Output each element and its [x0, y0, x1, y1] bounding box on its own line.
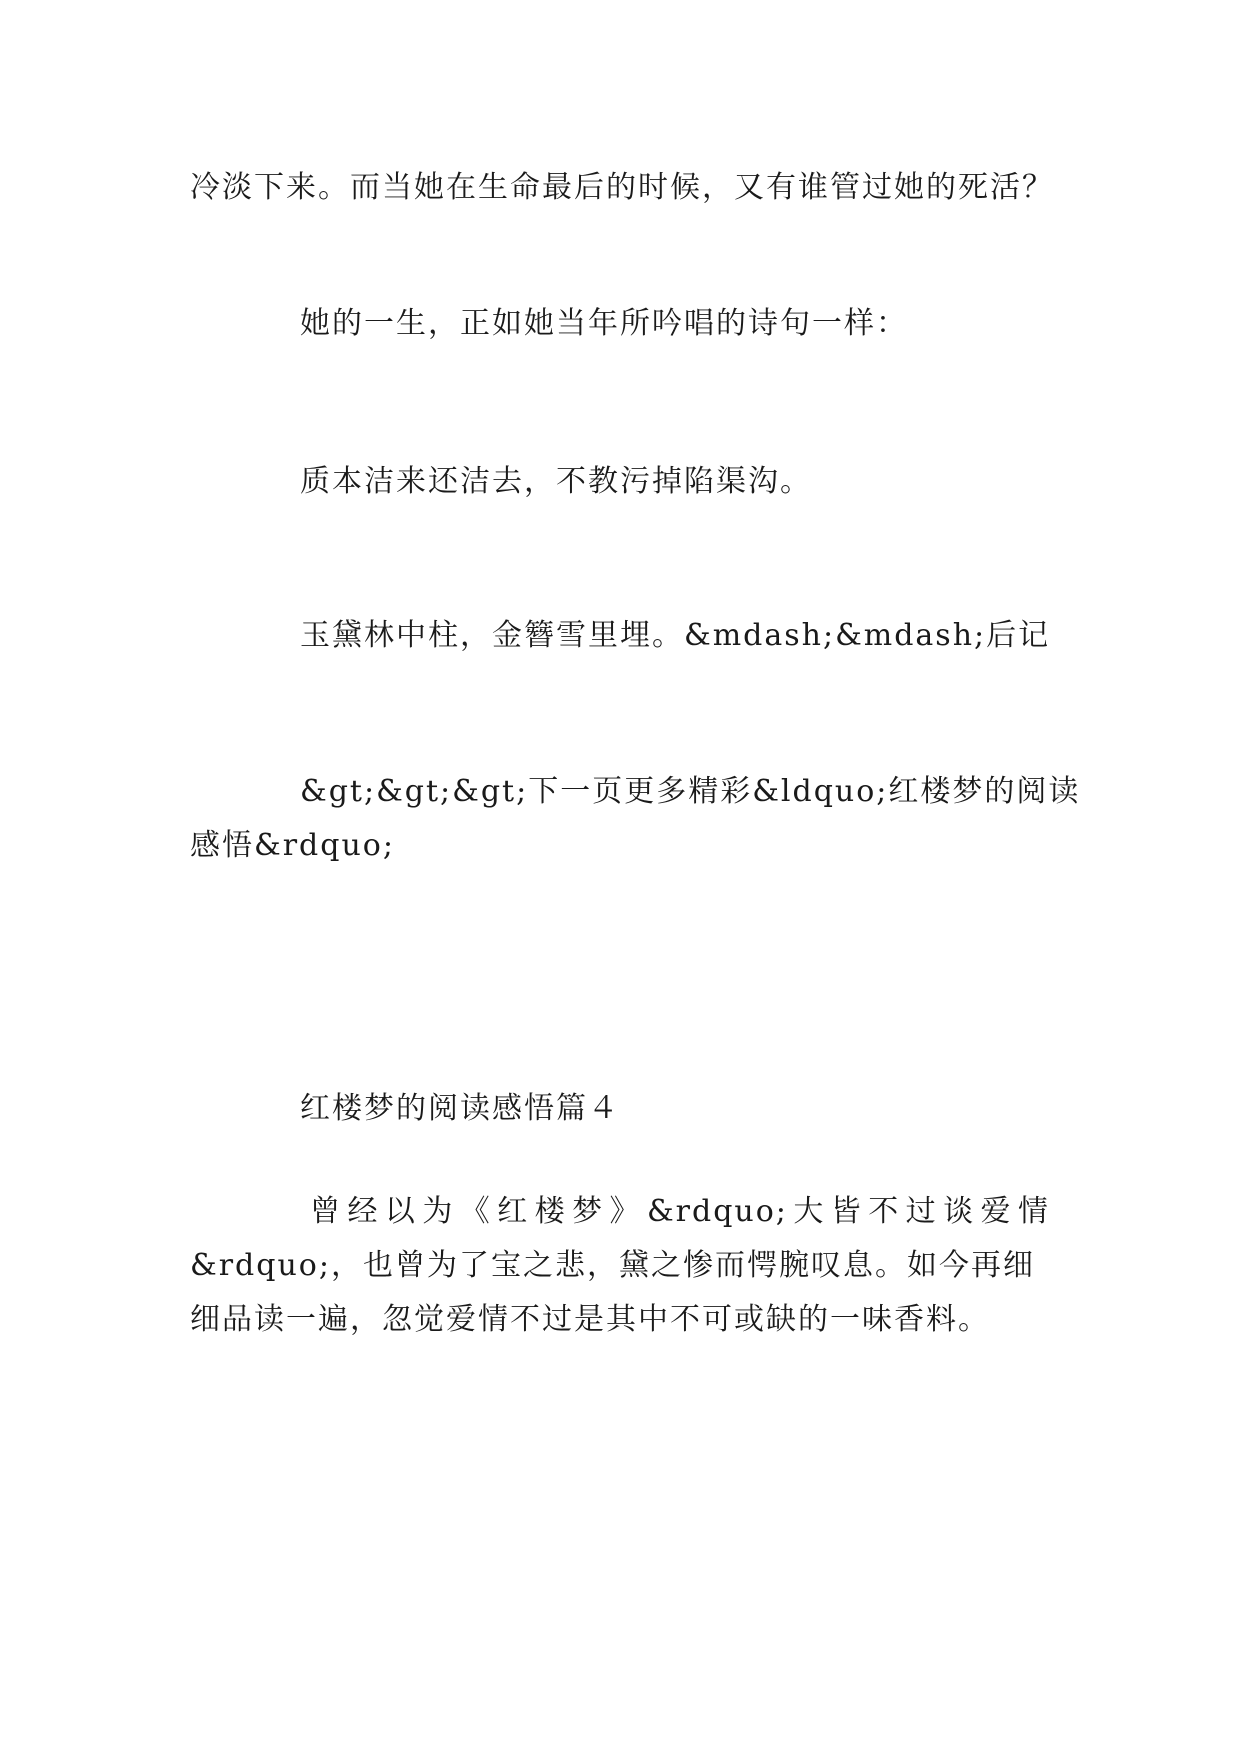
paragraph-line: &rdquo;，也曾为了宝之悲，黛之惨而愕腕叹息。如今再细 — [190, 1248, 1035, 1283]
paragraph-line: 感悟&rdquo; — [190, 828, 395, 863]
paragraph-line: 她的一生，正如她当年所吟唱的诗句一样： — [300, 306, 908, 341]
paragraph-line: 曾经以为《红楼梦》&rdquo;大皆不过谈爱情 — [310, 1194, 1050, 1229]
paragraph-line: 细品读一遍，忽觉爱情不过是其中不可或缺的一味香料。 — [190, 1302, 990, 1337]
paragraph-line: 冷淡下来。而当她在生命最后的时候，又有谁管过她的死活？ — [190, 170, 1054, 205]
paragraph-line: &gt;&gt;&gt;下一页更多精彩&ldquo;红楼梦的阅读 — [300, 774, 1081, 809]
paragraph-line: 质本洁来还洁去，不教污掉陷渠沟。 — [300, 464, 812, 499]
paragraph-line: 玉黛林中柱，金簪雪里埋。&mdash;&mdash;后记 — [300, 618, 1051, 653]
section-heading: 红楼梦的阅读感悟篇４ — [300, 1091, 620, 1126]
